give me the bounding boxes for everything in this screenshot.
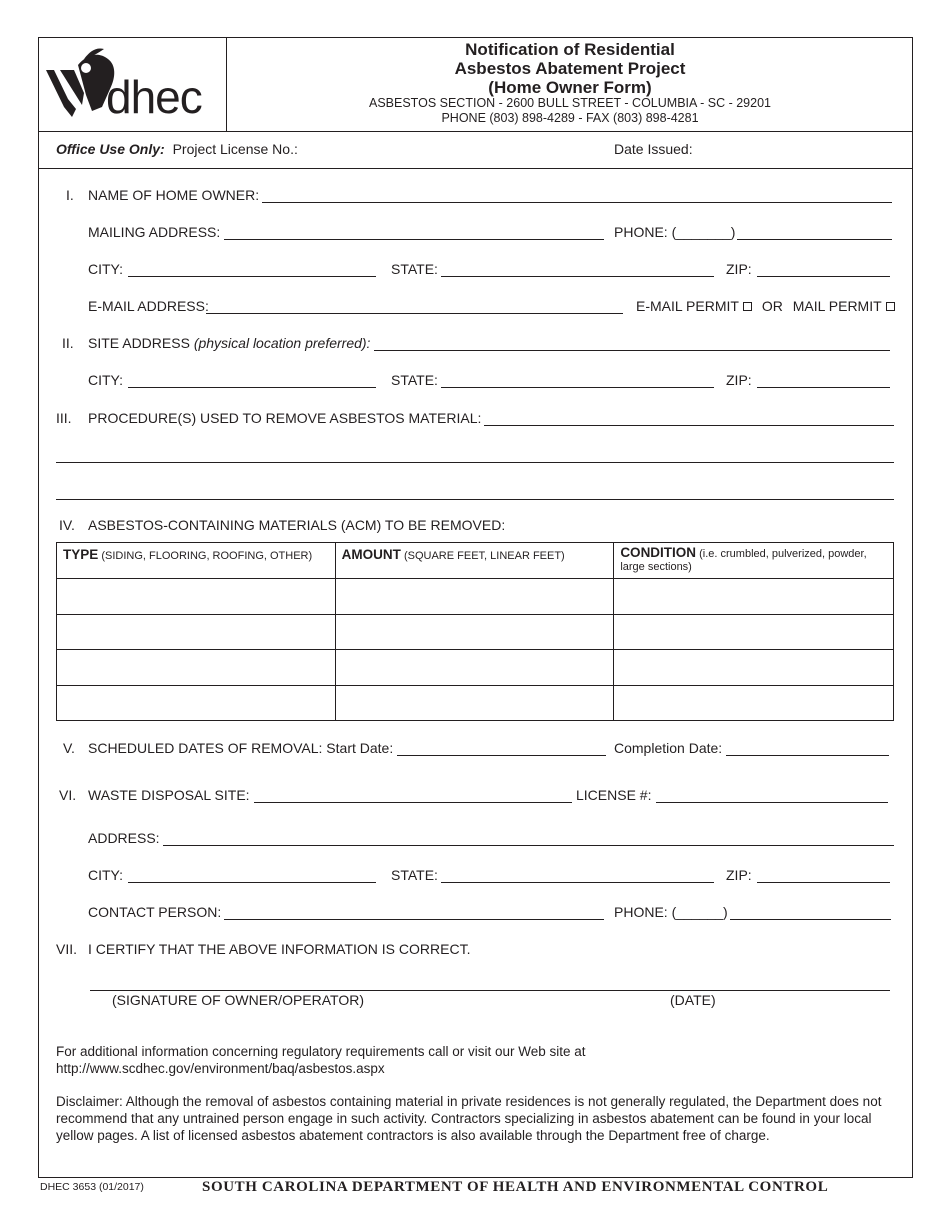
contact-person-field[interactable] [224, 919, 604, 920]
procedure-field-1[interactable] [484, 425, 894, 426]
section-6-number: VI. [59, 787, 77, 803]
city-field[interactable] [128, 276, 376, 277]
acm-row [57, 614, 894, 650]
acm-type-title: TYPE [63, 547, 99, 562]
section-4-number: IV. [59, 517, 75, 533]
acm-cell[interactable] [57, 650, 336, 686]
section-address: ASBESTOS SECTION - 2600 BULL STREET - COLUMBIA - SC - 29201 [369, 96, 771, 110]
acm-cell[interactable] [335, 579, 614, 615]
completion-date-field[interactable] [726, 755, 889, 756]
logo-wordmark: dhec [106, 71, 202, 123]
info-line: For additional information concerning regulatory requirements call or visit our Web site at [56, 1044, 586, 1059]
certify-label: I CERTIFY THAT THE ABOVE INFORMATION IS CORRECT. [88, 941, 471, 957]
waste-city-field[interactable] [128, 882, 376, 883]
mail-permit-checkbox[interactable] [886, 302, 895, 311]
section-2-number: II. [62, 335, 74, 351]
contact-person-label: CONTACT PERSON: [88, 904, 222, 920]
waste-state-field[interactable] [441, 882, 714, 883]
acm-row [57, 685, 894, 721]
mailing-address-field[interactable] [224, 239, 604, 240]
site-city-label: CITY: [88, 372, 124, 388]
title-line-3: (Home Owner Form) [488, 78, 652, 97]
owner-name-field[interactable] [262, 202, 892, 203]
phone-label: PHONE: (_______) [614, 224, 736, 240]
section-phone-fax: PHONE (803) 898-4289 - FAX (803) 898-4281 [441, 111, 699, 125]
phone-field[interactable] [737, 239, 892, 240]
department-name: SOUTH CAROLINA DEPARTMENT OF HEALTH AND ENVIRONMENTAL CONTROL [202, 1179, 829, 1195]
permit-options [636, 299, 895, 313]
acm-cell[interactable] [614, 579, 894, 615]
acm-label: ASBESTOS-CONTAINING MATERIALS (ACM) TO BE REMOVED: [88, 517, 506, 533]
waste-site-label: WASTE DISPOSAL SITE: [88, 787, 250, 803]
acm-amount-note: (SQUARE FEET, LINEAR FEET) [403, 550, 565, 562]
site-zip-label: ZIP: [726, 372, 752, 388]
waste-zip-field[interactable] [757, 882, 890, 883]
contact-phone-label: PHONE: (______) [614, 904, 728, 920]
title-line-2: Asbestos Abatement Project [454, 59, 686, 78]
city-label: CITY: [88, 261, 124, 277]
section-1-number: I. [66, 187, 74, 203]
contact-phone-field[interactable] [730, 919, 891, 920]
email-permit-label: E-MAIL PERMIT [636, 298, 739, 314]
disclaimer-text: Disclaimer: Although the removal of asbestos containing material in private residences is not generally regulated, the Department does not recommend that any untrained person engage in such activity. Contractors specializing in asbestos abatement can be found in your local yellow pages. A list of licensed asbestos abatement contractors is also available through the Department free of charge. [56, 1094, 882, 1143]
form-id: DHEC 3653 (01/2017) [40, 1181, 144, 1193]
section-7-number: VII. [56, 941, 78, 957]
state-field[interactable] [441, 276, 714, 277]
email-address-label: E-MAIL ADDRESS: [88, 298, 209, 314]
acm-cell[interactable] [57, 614, 336, 650]
start-date-field[interactable] [397, 755, 606, 756]
license-field[interactable] [656, 802, 888, 803]
signature-field[interactable] [90, 990, 890, 991]
or-label: OR [761, 298, 783, 314]
acm-table [56, 542, 894, 721]
waste-address-field[interactable] [163, 845, 894, 846]
state-label: STATE: [391, 261, 438, 277]
procedure-label: PROCEDURE(S) USED TO REMOVE ASBESTOS MATERIAL: [88, 410, 482, 426]
waste-site-field[interactable] [254, 802, 572, 803]
completion-date-label: Completion Date: [614, 740, 723, 756]
office-divider [38, 168, 913, 169]
dhec-logo [38, 37, 227, 132]
info-url[interactable]: http://www.scdhec.gov/environment/baq/asbestos.aspx [56, 1061, 385, 1076]
waste-state-label: STATE: [391, 867, 438, 883]
acm-cell[interactable] [335, 650, 614, 686]
site-state-field[interactable] [441, 387, 714, 388]
acm-row [57, 650, 894, 686]
site-address-note: (physical location preferred): [193, 335, 371, 351]
owner-name-label: NAME OF HOME OWNER: [88, 187, 260, 203]
site-address-row [88, 336, 370, 350]
office-use-label: Office Use Only: [56, 141, 165, 157]
acm-cell[interactable] [57, 685, 336, 721]
procedure-field-2[interactable] [56, 462, 894, 463]
date-caption: (DATE) [670, 992, 716, 1008]
zip-label: ZIP: [726, 261, 752, 277]
mail-permit-label: MAIL PERMIT [792, 298, 882, 314]
site-address-field[interactable] [374, 350, 890, 351]
info-text [56, 1043, 906, 1077]
acm-row [57, 579, 894, 615]
project-license-label: Project License No.: [172, 141, 298, 157]
acm-type-header [57, 543, 336, 579]
signature-caption: (SIGNATURE OF OWNER/OPERATOR) [112, 992, 365, 1008]
site-zip-field[interactable] [757, 387, 890, 388]
date-issued-label: Date Issued: [614, 141, 693, 157]
acm-cell[interactable] [57, 579, 336, 615]
waste-city-label: CITY: [88, 867, 124, 883]
removal-dates-label: SCHEDULED DATES OF REMOVAL: Start Date: [88, 740, 394, 756]
acm-amount-title: AMOUNT [341, 547, 401, 562]
acm-condition-title: CONDITION [620, 545, 697, 560]
section-3-number: III. [56, 410, 72, 426]
site-address-label: SITE ADDRESS [88, 335, 190, 351]
license-label: LICENSE #: [576, 787, 652, 803]
title-line-1: Notification of Residential [465, 40, 675, 59]
acm-cell[interactable] [614, 685, 894, 721]
acm-cell[interactable] [335, 685, 614, 721]
logo-box [38, 37, 227, 132]
procedure-field-3[interactable] [56, 499, 894, 500]
acm-cell[interactable] [614, 614, 894, 650]
acm-cell[interactable] [335, 614, 614, 650]
acm-cell[interactable] [614, 650, 894, 686]
site-city-field[interactable] [128, 387, 376, 388]
waste-zip-label: ZIP: [726, 867, 752, 883]
email-address-field[interactable] [206, 313, 623, 314]
acm-condition-header [614, 543, 894, 579]
office-use-row [56, 142, 298, 156]
acm-header-row [57, 543, 894, 579]
waste-address-label: ADDRESS: [88, 830, 160, 846]
section-5-number: V. [63, 740, 75, 756]
header-divider [38, 131, 913, 132]
email-permit-checkbox[interactable] [743, 302, 752, 311]
site-state-label: STATE: [391, 372, 438, 388]
mailing-address-label: MAILING ADDRESS: [88, 224, 221, 240]
acm-amount-header [335, 543, 614, 579]
acm-type-note: (SIDING, FLOORING, ROOFING, OTHER) [101, 550, 313, 562]
acm-condition-note: (i.e. crumbled, pulverized, powder, large sections) [620, 548, 867, 573]
zip-field[interactable] [757, 276, 890, 277]
